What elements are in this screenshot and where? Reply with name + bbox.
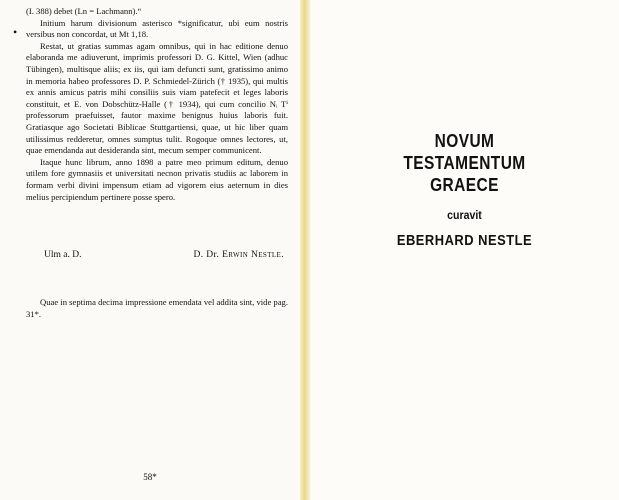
signature-line (44, 250, 284, 260)
preface-text (26, 6, 288, 203)
paragraph: (I. 388) debet (Ln = Lachmann).“ (26, 6, 142, 16)
margin-marker: • (13, 25, 18, 39)
signature-name-prefix: D. Dr. (193, 250, 220, 260)
right-page (310, 0, 619, 500)
edition-note: Quae in septima decima impressione emendata vel addita sint, vide pag. 31*. (26, 297, 288, 319)
paragraph: Initium harum divisionum asterisco *significatur, ubi eum nostris versibus non concordat, ut Mt 1,18. (26, 17, 288, 40)
page-number: 58* (143, 472, 157, 482)
title-line: TESTAMENTUM (403, 153, 526, 173)
signature-name-main: Erwin Nestle. (222, 250, 284, 260)
signature-name (193, 250, 284, 260)
signature-place: Ulm a. D. (44, 250, 82, 260)
left-page (0, 0, 300, 500)
paragraph: Itaque hunc librum, anno 1898 a patre meo primum editum, denuo utilem fore gymnasiis et universitati necnon privatis studiis ac laborem in formam verbi divini impensum etiam ad vigorem eius aeternum in dies melius percipiendum pertinere posse spero. (26, 156, 288, 202)
title-line: NOVUM (434, 131, 495, 151)
curavit-label: curavit (447, 208, 482, 222)
editor-name: EBERHARD NESTLE (396, 232, 533, 249)
title-line: GRAECE (430, 175, 499, 195)
paragraph: Restat, ut gratias summas agam omnibus, qui in hac editione denuo elaboranda me adiuverunt, imprimis professori D. G. Kittel, Wien (adhuc Tübingen), multisque aliis; ex iis, qui iam defuncti sunt, gratissimo animo in memoria habeo professores D. P. Schmiedel-Zürich († 1935), qui multis ex annis amicus patris mihi consiliis suis viam patefecit et leges laboris constituit, et E. von Dobschütz-Halle († 1934), qui cum concilio Nᵢ Tⁱ professorum praefuisset, fautor maxime benignus huius laboris fuit. Gratiasque ago Societati Biblicae Stuttgartiensi, quae, ut hic liber quam utilissimus redderetur, omnes sumptus tulit. Rogoque omnes lectores, ut, quae emendanda aut desideranda sint, mecum semper communicent. (26, 40, 288, 156)
title-block (310, 130, 619, 249)
book-gutter (300, 0, 310, 500)
